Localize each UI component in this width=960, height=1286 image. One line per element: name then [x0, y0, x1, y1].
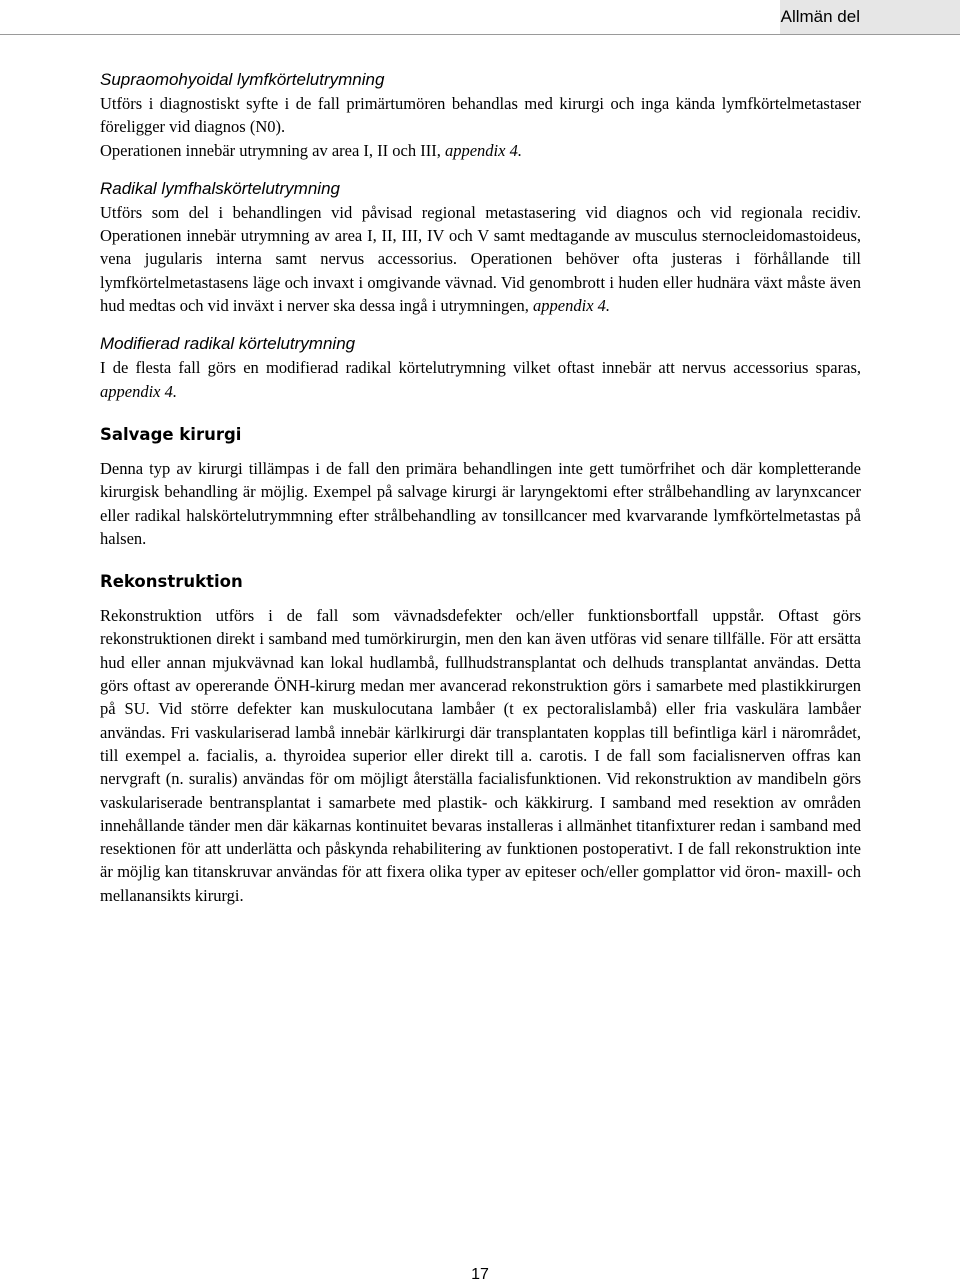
subheading-supraomohyoidal: Supraomohyoidal lymfkörtelutrymning: [100, 70, 385, 89]
header-section-label: Allmän del: [780, 7, 860, 26]
paragraph-radikal: [100, 201, 861, 317]
paragraph-text: Utförs som del i behandlingen vid påvisad regional metastasering vid diagnos och vid regionala recidiv. Operationen innebär utrymning av area I, II, III, IV och V samt medtagande av musculus sternocleidomastoideus, vena jugularis interna samt nervus accessorius. Operationen behöver ofta justeras i förhållande till lymfkörtelmetastasens läge och invaxt i omgivande vävnad. Vid genombrott i huden eller hudnära växt måste även hud medtas och vid inväxt i nerver ska dessa ingå i utrymningen,: [100, 202, 861, 316]
paragraph-rekonstruktion: Rekonstruktion utförs i de fall som vävnadsdefekter och/eller funktionsbortfall uppstår. Oftast görs rekonstruktionen direkt i samband med tumörkirurgin, men den kan även utföras vid senare tillfälle. För att ersätta hud eller annan mjukvävnad kan lokal hudlambå, fullhudstransplantat och delhuds transplantat användas. Detta görs oftast av opererande ÖNH-kirurg medan mer avancerad rekonstruktion görs i samarbete med plastikkirurgen på SU. Vid större defekter kan muskulocutana lambåer (t ex pectoralislambå) eller fria vaskulära lambåer användas. Fri vaskulariserad lambå innebär kärlkirurgi där transplantaten kopplas till befintliga kärl i närområdet, till exempel a. facialis, a. thyroidea superior eller direkt till a. carotis. I de fall som facialisnerven offras kan nervgraft (n. suralis) användas för om möjligt återställa facialisfunktionen. Vid rekonstruktion av mandibeln görs vaskulariserade bentransplantat i samarbete med plastik- och käkkirurg. I samband med resektion av områden innehållande tänder men där käkarnas kontinuitet bevaras installeras i allmänhet titanfixturer redan i samband med resektionen för att underlätta och påskynda rehabilitering av funktionen postoperativt. I de fall rekonstruktion inte är möjlig kan titanskruvar användas för att fixera olika typer av epiteser och/eller gomplattor vid öron- maxill- och mellanansikts kirurgi.: [100, 606, 861, 905]
document-body: [100, 68, 861, 907]
page-number: 17: [471, 1266, 489, 1283]
section-title-rekonstruktion: Rekonstruktion: [100, 572, 243, 592]
appendix-reference: appendix 4.: [533, 296, 611, 316]
paragraph-supraomohyoidal-2: [100, 139, 861, 162]
paragraph-text: Operationen innebär utrymning av area I, II och III,: [100, 140, 441, 160]
paragraph-text: I de flesta fall görs en modifierad radikal körtelutrymning vilket oftast innebär att nervus accessorius sparas,: [100, 358, 861, 378]
paragraph-salvage: Denna typ av kirurgi tillämpas i de fall den primära behandlingen inte gett tumörfrihet och där kompletterande kirurgisk behandling är möjlig. Exempel på salvage kirurgi är laryngektomi efter strålbehandling av larynxcancer eller radikal halskörtelutrymmning efter strålbehandling av tonsillcancer med kvarvarande lymfkörtelmetastas på halsen.: [100, 458, 861, 548]
appendix-reference: appendix 4.: [444, 140, 522, 160]
appendix-reference: appendix 4.: [100, 381, 177, 401]
subheading-radikal: Radikal lymfhalskörtelutrymning: [100, 178, 340, 198]
section-title-salvage: Salvage kirurgi: [100, 424, 242, 444]
paragraph-text: Utförs i diagnostiskt syfte i de fall primärtumören behandlas med kirurgi och inga kända lymfkörtelmetastaser föreligger vid diagnos (N0).: [100, 94, 861, 137]
subheading-modifierad: Modifierad radikal körtelutrymning: [100, 334, 356, 354]
paragraph-modifierad: [100, 356, 861, 403]
header-divider: [0, 34, 960, 35]
paragraph-supraomohyoidal: [100, 92, 861, 139]
